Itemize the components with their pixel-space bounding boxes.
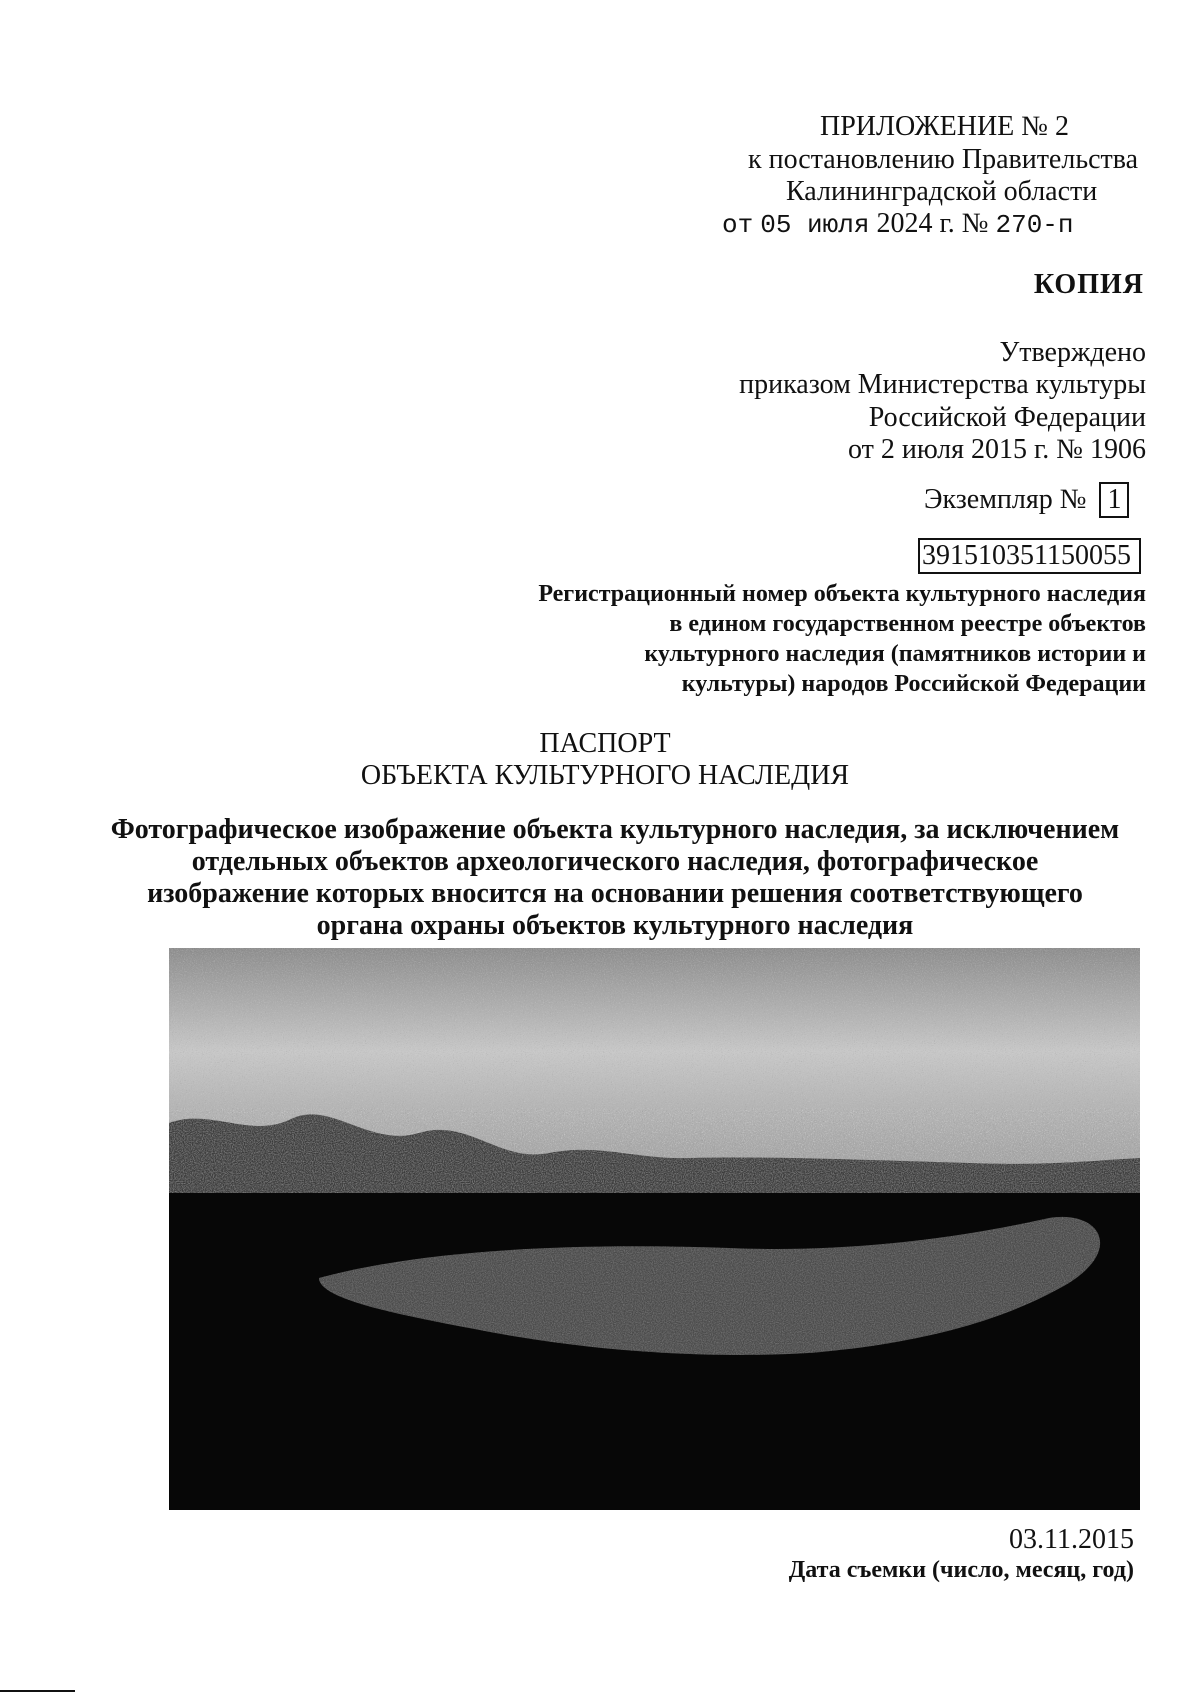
appendix-title: ПРИЛОЖЕНИЕ № 2 (820, 111, 1069, 142)
registration-caption-2: в едином государственном реестре объектов (669, 611, 1146, 637)
passport-title: ПАСПОРТ (539, 728, 671, 759)
resolution-date-line (722, 207, 1074, 242)
bottom-left-rule (0, 1690, 75, 1692)
date-year: 2024 г. № (876, 208, 989, 239)
photo-heading-3: изображение которых вносится на основании решения соответствующего (147, 878, 1083, 909)
registration-caption-1: Регистрационный номер объекта культурного наследия (538, 581, 1146, 607)
approved-line-4: от 2 июля 2015 г. № 1906 (848, 434, 1146, 465)
exemplar-line (924, 482, 1129, 518)
resolution-number: 270-п (995, 210, 1074, 240)
photo-heading-4: органа охраны объектов культурного наследия (316, 910, 914, 941)
date-prefix: от (722, 210, 754, 240)
registration-caption-3: культурного наследия (памятников истории и (644, 641, 1146, 667)
photo-heading-1: Фотографическое изображение объекта культурного наследия, за исключением (110, 814, 1120, 845)
approved-line-1: Утверждено (999, 337, 1146, 368)
heritage-site-photo (169, 948, 1140, 1510)
passport-subtitle: ОБЪЕКТА КУЛЬТУРНОГО НАСЛЕДИЯ (360, 760, 850, 791)
exemplar-label: Экземпляр № (924, 484, 1087, 515)
exemplar-number-box: 1 (1099, 482, 1129, 518)
registration-number-box (918, 538, 1141, 574)
registration-number: 391510351150055 (918, 538, 1141, 574)
date-day-month: 05 июля (760, 210, 870, 240)
approved-line-3: Российской Федерации (868, 402, 1146, 433)
approved-line-2: приказом Министерства культуры (739, 369, 1146, 400)
copy-stamp: КОПИЯ (1033, 269, 1144, 300)
photo-date: 03.11.2015 (1009, 1524, 1134, 1555)
to-resolution-line: к постановлению Правительства (748, 144, 1139, 175)
region-line: Калининградской области (786, 176, 1098, 207)
photo-heading-2: отдельных объектов археологического наследия, фотографическое (191, 846, 1039, 877)
photo-date-label: Дата съемки (число, месяц, год) (788, 1557, 1134, 1583)
registration-caption-4: культуры) народов Российской Федерации (681, 671, 1146, 697)
